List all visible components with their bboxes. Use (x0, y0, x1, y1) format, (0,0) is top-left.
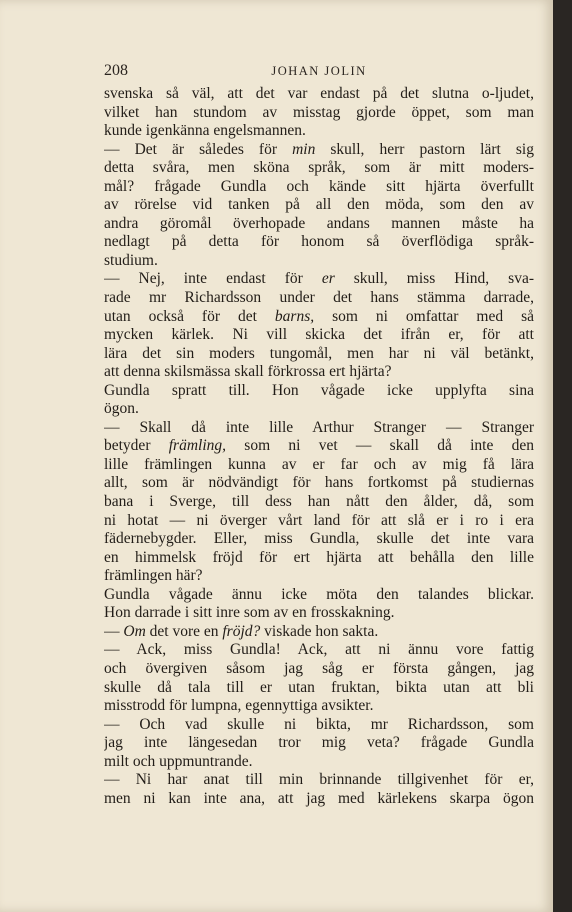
text-line (104, 289, 534, 308)
text-line (104, 734, 534, 753)
text-segment: ögon. (104, 400, 139, 418)
text-segment: betyder (104, 437, 169, 455)
text-line (104, 437, 534, 456)
text-segment: skulle då tala till er utan fruktan, bikta utan att bli (104, 678, 534, 696)
text-line (104, 345, 534, 364)
text-segment: och övergiven såsom jag såg er första gången, jag (104, 659, 534, 677)
body-text (104, 85, 534, 808)
text-segment: milt och uppmuntrande. (104, 752, 253, 770)
italic-text: er (321, 270, 335, 288)
text-segment: fädernebygder. Eller, miss Gundla, skulle det inte vara (104, 530, 534, 548)
text-line (104, 196, 534, 215)
italic-text: främling, (168, 437, 227, 455)
text-line (104, 159, 534, 178)
text-line (104, 753, 534, 772)
text-segment: nedlagt på detta för honom så överflödiga språk- (104, 233, 534, 251)
text-segment: — Skall då inte lille Arthur Stranger — Stranger (104, 418, 534, 436)
text-line (104, 641, 534, 660)
text-line (104, 252, 534, 271)
text-line (104, 604, 534, 623)
text-segment: — Och vad skulle ni bikta, mr Richardsson, som (104, 715, 534, 733)
text-segment: — Nej, inte endast för (104, 270, 322, 288)
text-line (104, 549, 534, 568)
text-segment: ni hotat — ni överger vårt land för att slå er i ro i era (104, 511, 534, 529)
italic-text: barns, (274, 307, 315, 325)
text-segment: av rörelse vid tanken på all den möda, som den av (104, 196, 534, 214)
text-segment: studium. (104, 251, 158, 269)
text-line (104, 493, 534, 512)
text-segment: andra göromål överhopade andans mannen måste ha (104, 214, 534, 232)
text-segment: viskade hon sakta. (260, 622, 379, 640)
text-segment: skull, herr pastorn lärt sig (315, 140, 534, 158)
text-line (104, 85, 534, 104)
text-segment: men ni kan inte ana, att jag med kärlekens skarpa ögon (104, 789, 534, 807)
text-segment: lära det sin moders tungomål, men har ni väl betänkt, (104, 344, 534, 362)
text-line (104, 215, 534, 234)
text-line (104, 270, 534, 289)
italic-text: Om (123, 622, 146, 640)
text-segment: mål? frågade Gundla och kände sitt hjärta överfullt (104, 177, 534, 195)
text-line (104, 363, 534, 382)
italic-text: min (292, 140, 316, 158)
text-line (104, 326, 534, 345)
text-segment: — Det är således för (104, 140, 293, 158)
text-line (104, 141, 534, 160)
italic-text: fröjd? (222, 622, 261, 640)
text-line (104, 456, 534, 475)
text-segment: Gundla vågade ännu icke möta den talandes blickar. (104, 585, 534, 603)
text-segment: främlingen här? (104, 567, 203, 585)
text-segment: Gundla spratt till. Hon vågade icke upplyfta sina (104, 381, 534, 399)
text-line (104, 178, 534, 197)
text-line (104, 308, 534, 327)
text-segment: som ni omfattar med så (314, 307, 534, 325)
text-line (104, 567, 534, 586)
text-segment: svenska så väl, att det var endast på det slutna o-ljudet, (104, 85, 534, 102)
text-line (104, 382, 534, 401)
text-segment: misstrodd för lumpna, egennyttiga avsikter. (104, 697, 374, 715)
text-segment: jag inte längesedan tror mig veta? frågade Gundla (104, 734, 534, 752)
text-line (104, 419, 534, 438)
text-segment: — (104, 622, 124, 640)
text-segment: — Ack, miss Gundla! Ack, att ni ännu vore fattig (104, 641, 534, 659)
text-segment: som ni vet — skall då inte den (226, 437, 534, 455)
text-line (104, 122, 534, 141)
text-segment: lille främlingen kunna av er far och av mig få lära (104, 455, 534, 473)
text-segment: detta svåra, men sköna språk, som är mitt moders- (104, 159, 534, 177)
text-segment: — Ni har anat till min brinnande tillgivenhet för er, (104, 771, 534, 789)
text-segment: att denna skilsmässa skall förkrossa ert hjärta? (104, 363, 392, 381)
text-line (104, 623, 534, 642)
page-header (104, 62, 534, 82)
text-line (104, 530, 534, 549)
page-number: 208 (104, 62, 128, 79)
text-line (104, 660, 534, 679)
text-line (104, 474, 534, 493)
text-segment: rade mr Richardsson under det hans stämma darrade, (104, 289, 534, 307)
text-line (104, 512, 534, 531)
text-line (104, 400, 534, 419)
text-line (104, 586, 534, 605)
text-segment: utan också för det (104, 307, 275, 325)
text-segment: kunde igenkänna engelsmannen. (104, 122, 306, 140)
text-segment: vilket han stundom av misstag gjorde öppet, som man (104, 103, 534, 121)
text-line (104, 104, 534, 123)
text-line (104, 790, 534, 809)
text-segment: allt, som är nödvändigt för hans fortkomst på studiernas (104, 474, 534, 492)
text-segment: bana i Sverge, till dess han nått den ålder, då, som (104, 493, 534, 511)
text-segment: en himmelsk fröjd för ert hjärta att behålla den lille (104, 548, 534, 566)
text-segment: mycken kärlek. Ni vill skicka det ifrån er, för att (104, 326, 534, 344)
text-segment: skull, miss Hind, sva- (334, 270, 534, 288)
running-head: JOHAN JOLIN (271, 64, 367, 78)
text-line (104, 679, 534, 698)
text-segment: Hon darrade i sitt inre som av en frosskakning. (104, 604, 395, 622)
text-line (104, 716, 534, 735)
text-segment: det vore en (145, 622, 223, 640)
text-line (104, 233, 534, 252)
text-line (104, 771, 534, 790)
text-line (104, 697, 534, 716)
